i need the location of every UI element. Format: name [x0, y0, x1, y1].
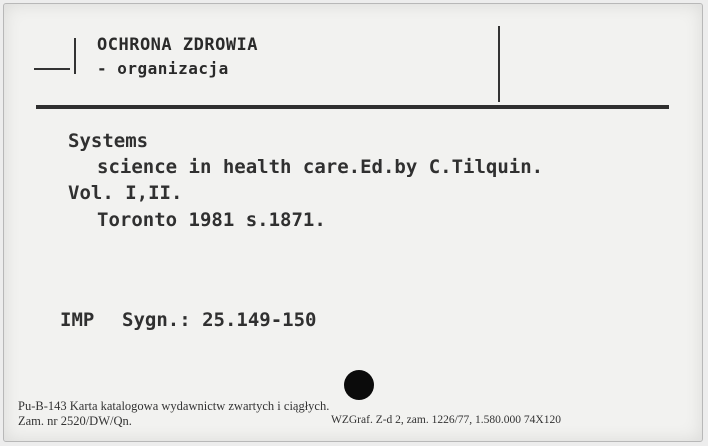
call-number-signature: Sygn.: 25.149-150: [122, 309, 317, 331]
header-left-dash: [34, 68, 70, 70]
call-number-prefix: IMP: [60, 309, 95, 331]
entry-title-line2: science in health care.Ed.by C.Tilquin.: [97, 156, 544, 178]
footer-line2-right: WZGraf. Z-d 2, zam. 1226/77, 1.580.000 74X120: [331, 414, 561, 426]
footer-line1: Pu-B-143 Karta katalogowa wydawnictw zwartych i ciągłych.: [18, 399, 330, 413]
entry-imprint: Toronto 1981 s.1871.: [97, 209, 326, 231]
punch-hole: [344, 370, 374, 400]
header-right-vertical-rule: [498, 26, 500, 102]
header-divider: [36, 105, 669, 109]
subject-heading: OCHRONA ZDROWIA: [97, 35, 259, 55]
entry-volumes: Vol. I,II.: [68, 182, 183, 204]
footer-line2-left: Zam. nr 2520/DW/Qn.: [18, 414, 132, 428]
subject-subheading: - organizacja: [97, 59, 229, 78]
entry-title-line1: Systems: [68, 130, 149, 152]
header-left-vertical-rule: [74, 38, 76, 74]
catalog-card: [3, 3, 703, 442]
